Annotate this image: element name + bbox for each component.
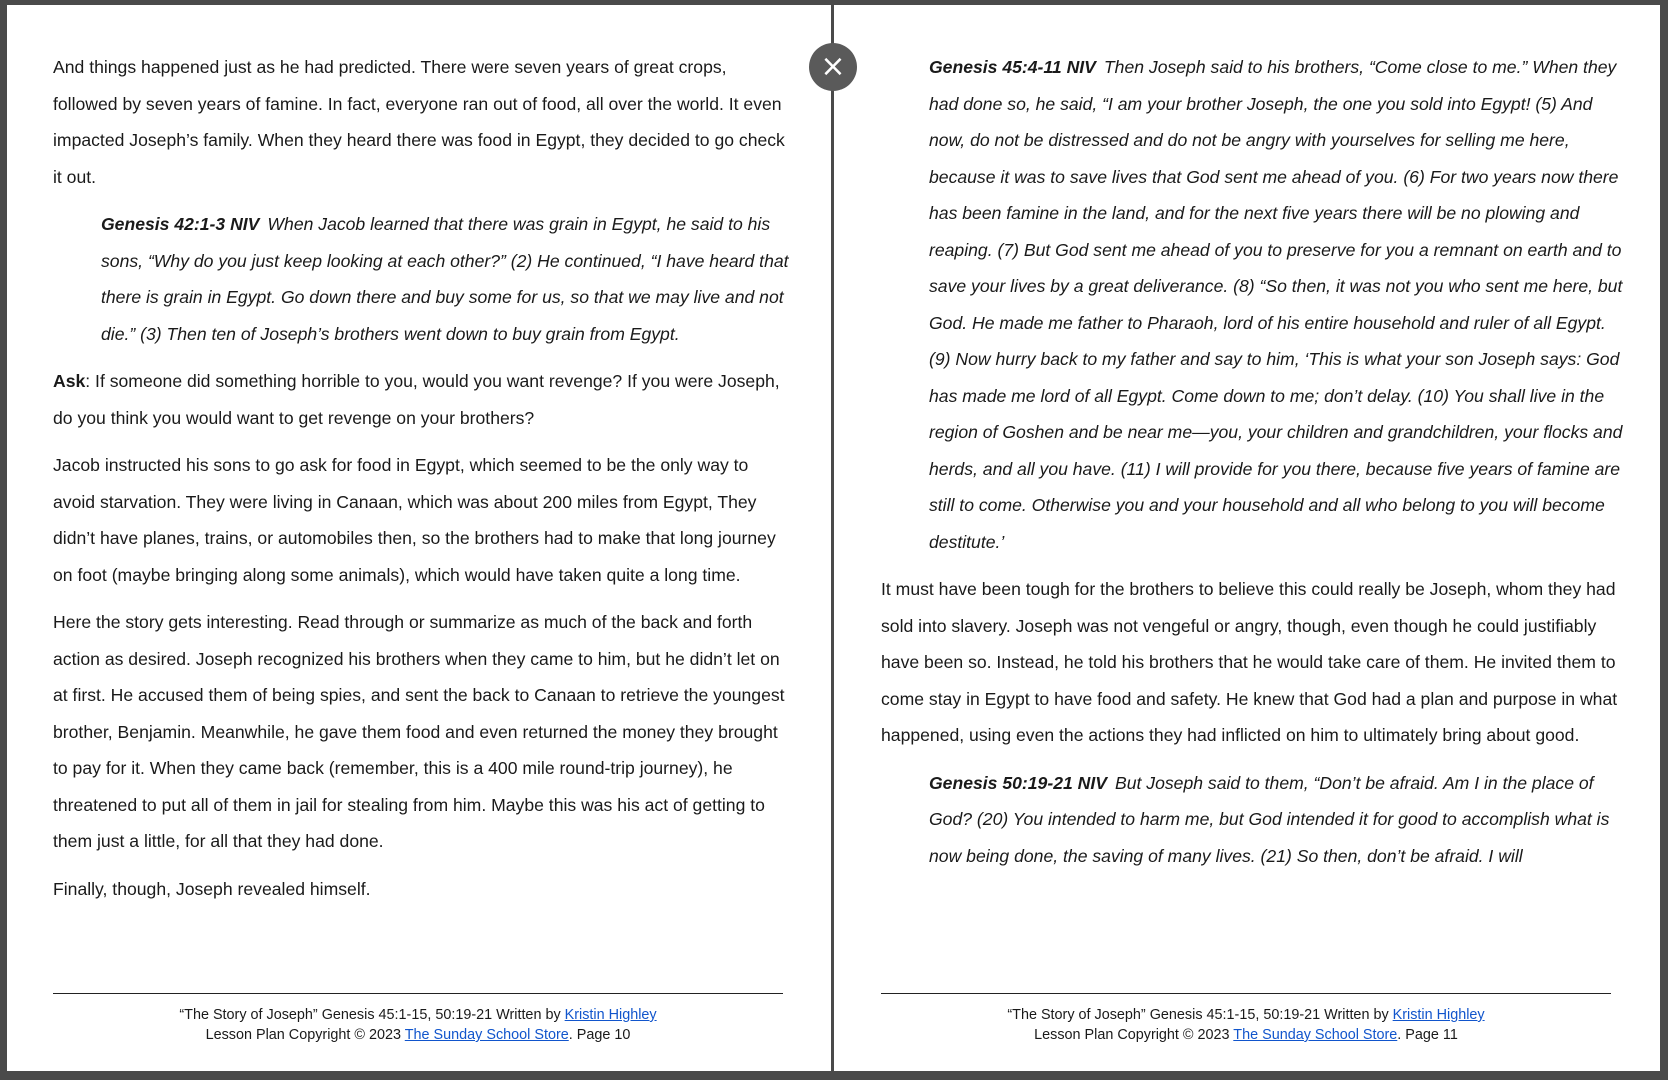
footer-line-1 — [881, 1005, 1611, 1025]
store-link[interactable]: The Sunday School Store — [404, 1027, 569, 1043]
footer-copyright-text: Lesson Plan Copyright © 2023 — [205, 1027, 405, 1043]
scripture-quote-genesis-50 — [929, 765, 1623, 875]
scripture-text: Then Joseph said to his brothers, “Come close to me.” When they had done so, he said, “I am your brother Joseph, the one you sold into Egypt! (5) And now, do not be distressed and do not be angry with yourselves for selling me here, because it was to save lives that God sent me ahead of you. (6) For two years now there has been famine in the land, and for the next five years there will be no plowing and reaping. (7) But God sent me ahead of you to preserve for you a remnant on earth and to save your lives by a great deliverance. (8) “So then, it was not you who sent me here, but God. He made me father to Pharaoh, lord of his entire household and ruler of all Egypt. (9) Now hurry back to my father and say to him, ‘This is what your son Joseph says: God has made me lord of all Egypt. Come down to me; don’t delay. (10) You shall live in the region of Goshen and be near me—you, your children and grandchildren, your flocks and herds, and all you have. (11) I will provide for you there, because five years of famine are still to come. Otherwise you and your household and all who belong to you will become destitute.’ — [929, 57, 1623, 552]
page-10-content — [53, 49, 795, 918]
footer-line-2 — [881, 1025, 1611, 1045]
brothers-paragraph: It must have been tough for the brothers to believe this could really be Joseph, whom they had sold into slavery. Joseph was not vengeful or angry, though, even though he could justifiably have been so. Instead, he told his brothers that he would take care of them. He invited them to come stay in Egypt to have food and safety. He knew that God had a plan and purpose in what happened, using even the actions they had inflicted on him to ultimately bring about good. — [881, 579, 1618, 745]
scripture-reference: Genesis 42:1-3 NIV — [101, 214, 260, 234]
scripture-text: When Jacob learned that there was grain in Egypt, he said to his sons, “Why do you just keep looking at each other?” (2) He continued, “I have heard that there is grain in Egypt. Go down there and buy some for us, so that we may live and not die.” (3) Then ten of Joseph’s brothers went down to buy grain from Egypt. — [101, 214, 789, 344]
author-link[interactable]: Kristin Highley — [1392, 1007, 1485, 1023]
footer-copyright-text: Lesson Plan Copyright © 2023 — [1034, 1027, 1234, 1043]
scripture-quote-genesis-42 — [101, 206, 795, 352]
intro-paragraph: And things happened just as he had predicted. There were seven years of great crops, followed by seven years of famine. In fact, everyone ran out of food, all over the world. It even impacted Joseph’s family. When they heard there was food in Egypt, they decided to go check it out. — [53, 57, 785, 187]
page-11-content — [881, 49, 1623, 885]
page-number: . Page 11 — [1397, 1027, 1458, 1043]
ask-label: Ask — [53, 371, 86, 391]
footer-line-1 — [53, 1005, 783, 1025]
page-10 — [7, 5, 831, 1071]
reveal-paragraph: Finally, though, Joseph revealed himself. — [53, 878, 371, 899]
close-icon: × — [820, 49, 846, 84]
story-paragraph: Here the story gets interesting. Read through or summarize as much of the back and forth action as desired. Joseph recognized his brothers when they came to him, but he didn’t let on at first. He accused them of being spies, and sent the back to Canaan to retrieve the youngest brother, Benjamin. Meanwhile, he gave them food and even returned the money they brought to pay for it. When they came back (remember, this is a 400 mile round-trip journey), he threatened to put all of them in jail for stealing from him. Maybe this was his act of getting to them just a little, for all that they had done. — [53, 612, 785, 851]
footer-divider — [53, 993, 783, 994]
store-link[interactable]: The Sunday School Store — [1233, 1027, 1398, 1043]
scripture-quote-genesis-45 — [929, 49, 1623, 560]
footer-title-text: “The Story of Joseph” Genesis 45:1-15, 50:19-21 Written by — [1007, 1007, 1393, 1023]
footer-divider — [881, 993, 1611, 994]
author-link[interactable]: Kristin Highley — [564, 1007, 657, 1023]
scripture-reference: Genesis 45:4-11 NIV — [929, 57, 1096, 77]
page-number: . Page 10 — [568, 1027, 631, 1043]
ask-text: : If someone did something horrible to you, would you want revenge? If you were Joseph, do you think you would want to get revenge on your brothers? — [53, 371, 780, 428]
scripture-reference: Genesis 50:19-21 NIV — [929, 772, 1107, 793]
footer-title-text: “The Story of Joseph” Genesis 45:1-15, 50:19-21 Written by — [179, 1007, 565, 1023]
scripture-text: But Joseph said to them, “Don’t be afraid. Am I in the place of God? (20) You intended to harm me, but God intended it for good to accomplish what is now being done, the saving of many lives. (21) So then, don’t be afraid. I will — [929, 772, 1610, 866]
page-11 — [834, 5, 1660, 1071]
close-button[interactable] — [809, 43, 857, 91]
footer-line-2 — [53, 1025, 783, 1045]
ask-paragraph — [53, 363, 795, 436]
journey-paragraph: Jacob instructed his sons to go ask for food in Egypt, which seemed to be the only way to avoid starvation. They were living in Canaan, which was about 200 miles from Egypt, They didn’t have planes, trains, or automobiles then, so the brothers had to make that long journey on foot (maybe bringing along some animals), which would have taken quite a long time. — [53, 455, 776, 585]
page-footer — [53, 1005, 783, 1045]
page-footer — [881, 1005, 1611, 1045]
